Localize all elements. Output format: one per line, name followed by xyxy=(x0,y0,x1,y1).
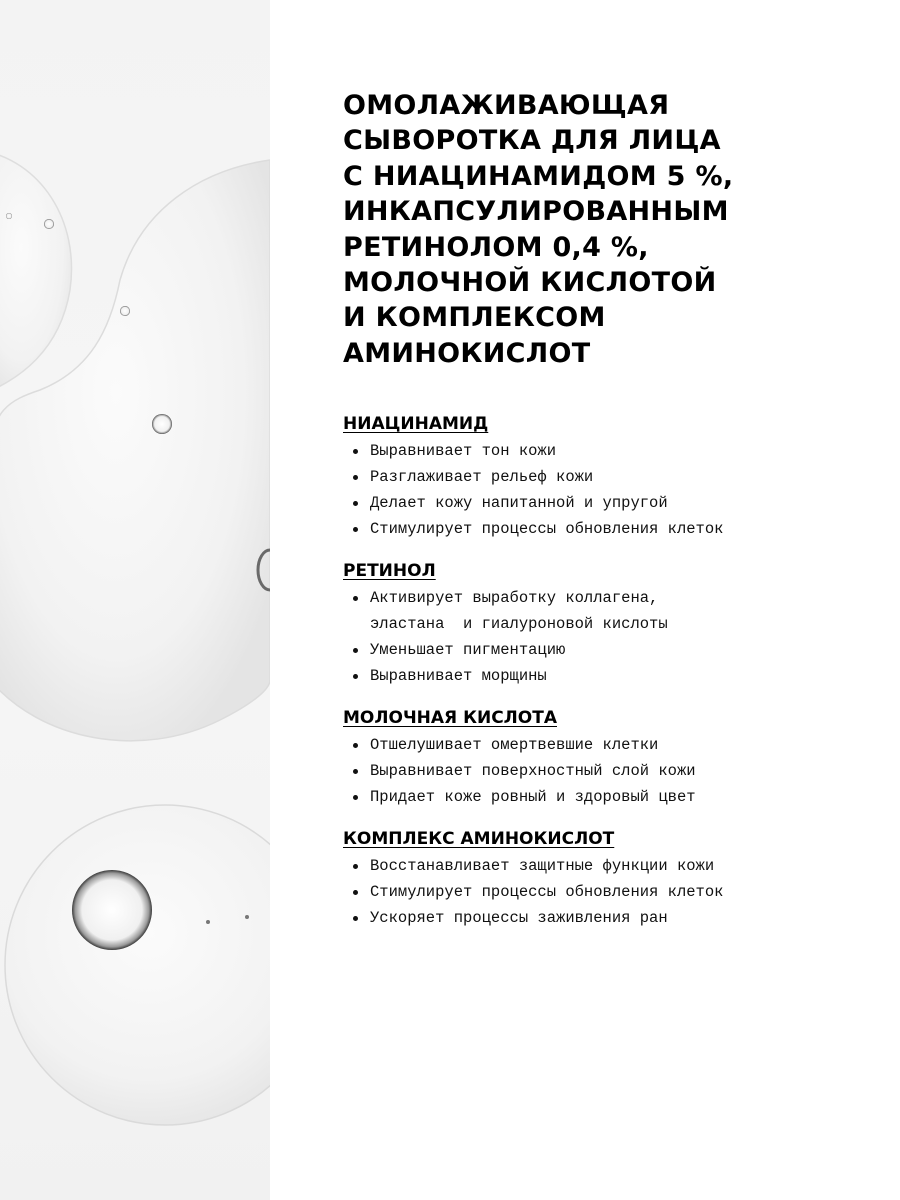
section-lactic-acid xyxy=(343,707,883,810)
section-niacinamide xyxy=(343,413,883,542)
air-bubble xyxy=(6,213,12,219)
air-bubble xyxy=(44,219,54,229)
air-bubble xyxy=(72,870,152,950)
air-bubble xyxy=(120,306,130,316)
section-amino-acids xyxy=(343,828,883,931)
list-item: Восстанавливает защитные функции кожи xyxy=(343,853,883,879)
list-item: Выравнивает морщины xyxy=(343,663,883,689)
serum-drops-image xyxy=(0,0,270,1200)
title-line: РЕТИНОЛОМ 0,4 %, xyxy=(343,231,649,263)
section-heading: КОМПЛЕКС АМИНОКИСЛОТ xyxy=(343,829,615,850)
list-item: Уменьшает пигментацию xyxy=(343,637,883,663)
serum-drops-illustration xyxy=(0,0,270,1200)
list-item: Придает коже ровный и здоровый цвет xyxy=(343,784,883,810)
serum-drop-shape xyxy=(0,150,72,395)
benefits-list xyxy=(343,853,883,931)
benefits-list xyxy=(343,585,883,689)
title-line: ОМОЛАЖИВАЮЩАЯ xyxy=(343,90,670,121)
list-item: Стимулирует процессы обновления клеток xyxy=(343,516,883,542)
list-item: Разглаживает рельеф кожи xyxy=(343,464,883,490)
title-line: АМИНОКИСЛОТ xyxy=(343,337,591,369)
title-line: ИНКАПСУЛИРОВАННЫМ xyxy=(343,196,729,228)
title-line: С НИАЦИНАМИДОМ 5 %, xyxy=(343,160,734,192)
title-line: СЫВОРОТКА ДЛЯ ЛИЦА xyxy=(343,125,721,157)
list-item: Выравнивает тон кожи xyxy=(343,438,883,464)
title-line: МОЛОЧНОЙ КИСЛОТОЙ xyxy=(343,267,717,299)
product-description xyxy=(343,88,883,949)
list-item: Делает кожу напитанной и упругой xyxy=(343,490,883,516)
product-title xyxy=(343,88,883,371)
list-item: Активирует выработку коллагена, эластана и гиалуроновой кислоты xyxy=(343,585,883,637)
list-item: Выравнивает поверхностный слой кожи xyxy=(343,758,883,784)
list-item: Отшелушивает омертвевшие клетки xyxy=(343,732,883,758)
section-heading: МОЛОЧНАЯ КИСЛОТА xyxy=(343,708,557,729)
serum-drop-shape xyxy=(5,805,270,1125)
list-item: Ускоряет процессы заживления ран xyxy=(343,905,883,931)
benefits-list xyxy=(343,438,883,542)
section-heading: РЕТИНОЛ xyxy=(343,561,436,582)
air-bubble xyxy=(245,915,249,919)
air-bubble xyxy=(206,920,210,924)
section-retinol xyxy=(343,560,883,689)
benefits-list xyxy=(343,732,883,810)
list-item: Стимулирует процессы обновления клеток xyxy=(343,879,883,905)
air-bubble xyxy=(152,414,172,434)
section-heading: НИАЦИНАМИД xyxy=(343,414,489,435)
title-line: И КОМПЛЕКСОМ xyxy=(343,302,606,334)
